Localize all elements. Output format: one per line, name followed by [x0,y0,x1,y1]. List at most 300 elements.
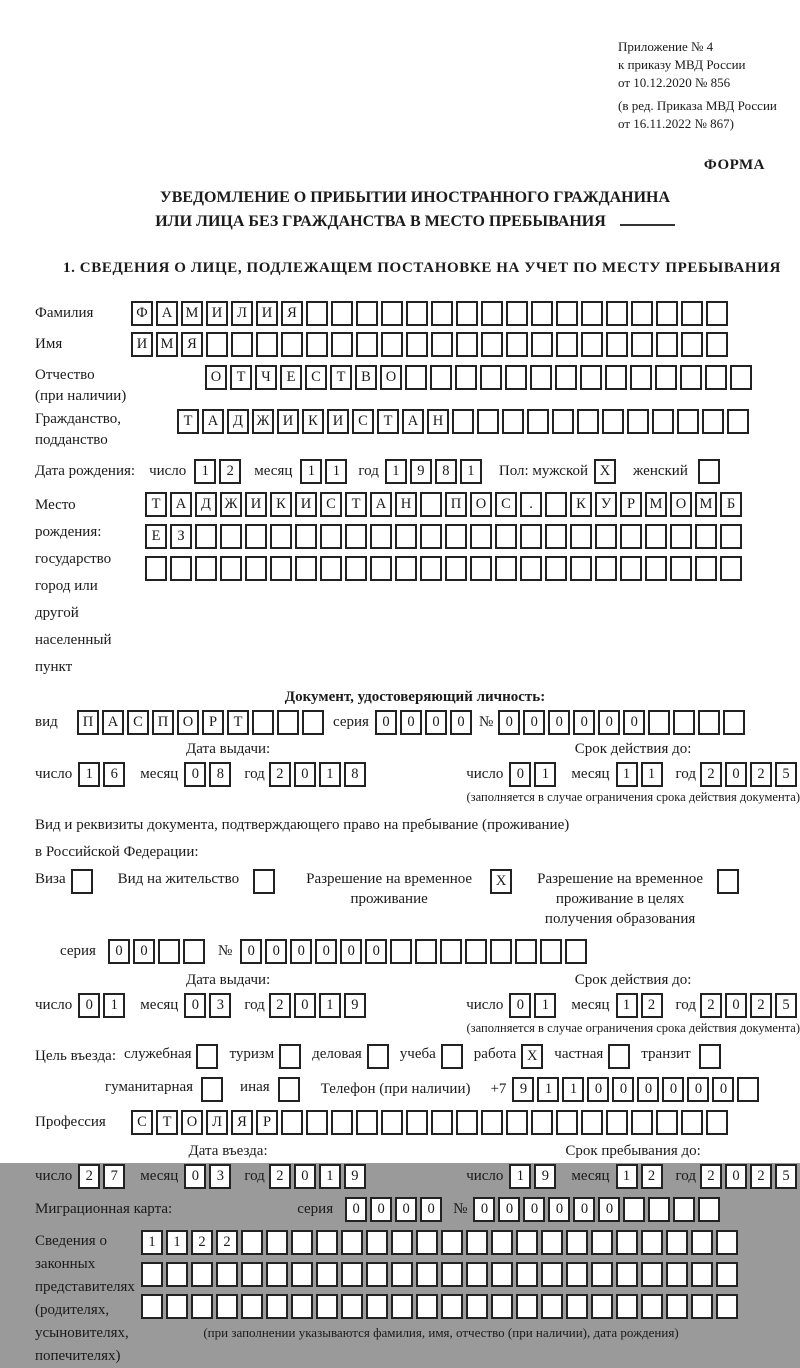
char-cell[interactable]: П [77,710,99,735]
char-cell[interactable] [441,1262,463,1287]
char-cell[interactable] [606,332,628,357]
char-cell[interactable]: 1 [616,762,638,787]
char-cell[interactable] [345,524,367,549]
char-cell[interactable]: У [595,492,617,517]
char-cell[interactable] [395,556,417,581]
char-cell[interactable]: 0 [265,939,287,964]
char-cell[interactable] [570,524,592,549]
char-cell[interactable] [652,409,674,434]
char-cell[interactable] [655,365,677,390]
char-cell[interactable] [545,524,567,549]
visa-checkbox[interactable] [71,869,93,894]
char-cell[interactable]: И [245,492,267,517]
char-cell[interactable] [506,301,528,326]
char-cell[interactable] [316,1294,338,1319]
char-cell[interactable] [623,1197,645,1222]
char-cell[interactable]: О [177,710,199,735]
char-cell[interactable]: Е [280,365,302,390]
char-cell[interactable] [356,332,378,357]
char-cell[interactable] [516,1262,538,1287]
char-cell[interactable] [702,409,724,434]
char-cell[interactable]: Р [620,492,642,517]
char-cell[interactable] [666,1230,688,1255]
char-cell[interactable] [673,710,695,735]
char-cell[interactable]: А [370,492,392,517]
char-cell[interactable]: 2 [700,993,722,1018]
char-cell[interactable] [716,1294,738,1319]
char-cell[interactable] [431,1110,453,1135]
char-cell[interactable]: 1 [103,993,125,1018]
char-cell[interactable]: . [520,492,542,517]
char-cell[interactable] [320,524,342,549]
char-cell[interactable]: А [156,301,178,326]
char-cell[interactable] [645,556,667,581]
char-cell[interactable]: 1 [537,1077,559,1102]
char-cell[interactable]: 9 [512,1077,534,1102]
char-cell[interactable] [455,365,477,390]
char-cell[interactable] [520,524,542,549]
char-cell[interactable]: 1 [194,459,216,484]
gender-male-checkbox[interactable]: X [594,459,616,484]
char-cell[interactable]: В [355,365,377,390]
char-cell[interactable] [291,1262,313,1287]
purpose-official-checkbox[interactable] [196,1044,218,1069]
char-cell[interactable]: 0 [587,1077,609,1102]
char-cell[interactable]: 9 [410,459,432,484]
char-cell[interactable] [677,409,699,434]
char-cell[interactable] [470,524,492,549]
char-cell[interactable] [481,332,503,357]
purpose-tourism-checkbox[interactable] [279,1044,301,1069]
char-cell[interactable]: 8 [209,762,231,787]
char-cell[interactable] [441,1230,463,1255]
char-cell[interactable] [316,1262,338,1287]
char-cell[interactable]: 0 [420,1197,442,1222]
char-cell[interactable] [145,556,167,581]
char-cell[interactable] [531,301,553,326]
char-cell[interactable] [170,556,192,581]
char-cell[interactable] [406,332,428,357]
char-cell[interactable] [295,524,317,549]
char-cell[interactable] [641,1262,663,1287]
char-cell[interactable] [341,1262,363,1287]
char-cell[interactable]: Ж [252,409,274,434]
char-cell[interactable]: М [181,301,203,326]
char-cell[interactable] [620,524,642,549]
char-cell[interactable] [306,332,328,357]
char-cell[interactable] [466,1262,488,1287]
char-cell[interactable] [706,1110,728,1135]
purpose-business-checkbox[interactable] [367,1044,389,1069]
char-cell[interactable]: 0 [184,1164,206,1189]
char-cell[interactable] [541,1230,563,1255]
char-cell[interactable] [591,1262,613,1287]
char-cell[interactable] [670,524,692,549]
char-cell[interactable] [191,1294,213,1319]
char-cell[interactable]: 2 [269,762,291,787]
char-cell[interactable] [520,556,542,581]
char-cell[interactable]: 0 [78,993,100,1018]
char-cell[interactable] [391,1230,413,1255]
char-cell[interactable] [616,1230,638,1255]
char-cell[interactable] [466,1294,488,1319]
char-cell[interactable] [616,1294,638,1319]
char-cell[interactable]: 0 [598,1197,620,1222]
char-cell[interactable]: 1 [534,762,556,787]
char-cell[interactable]: 1 [319,1164,341,1189]
char-cell[interactable] [673,1197,695,1222]
char-cell[interactable] [356,301,378,326]
char-cell[interactable] [698,1197,720,1222]
char-cell[interactable] [605,365,627,390]
char-cell[interactable]: 0 [294,1164,316,1189]
char-cell[interactable] [495,556,517,581]
char-cell[interactable]: Л [206,1110,228,1135]
char-cell[interactable] [141,1294,163,1319]
char-cell[interactable] [281,1110,303,1135]
char-cell[interactable] [452,409,474,434]
char-cell[interactable]: А [202,409,224,434]
char-cell[interactable]: 0 [509,993,531,1018]
char-cell[interactable]: 8 [344,762,366,787]
char-cell[interactable] [505,365,527,390]
char-cell[interactable] [627,409,649,434]
char-cell[interactable]: 0 [662,1077,684,1102]
char-cell[interactable]: Ф [131,301,153,326]
char-cell[interactable]: Т [230,365,252,390]
char-cell[interactable] [606,1110,628,1135]
char-cell[interactable] [241,1230,263,1255]
char-cell[interactable]: С [127,710,149,735]
char-cell[interactable] [370,556,392,581]
char-cell[interactable]: 0 [365,939,387,964]
char-cell[interactable]: 2 [191,1230,213,1255]
char-cell[interactable]: Б [720,492,742,517]
char-cell[interactable] [252,710,274,735]
char-cell[interactable] [606,301,628,326]
char-cell[interactable]: 3 [209,993,231,1018]
char-cell[interactable]: А [102,710,124,735]
char-cell[interactable]: 0 [294,993,316,1018]
char-cell[interactable] [502,409,524,434]
char-cell[interactable]: 0 [345,1197,367,1222]
char-cell[interactable] [666,1294,688,1319]
char-cell[interactable] [570,556,592,581]
char-cell[interactable]: 2 [269,993,291,1018]
char-cell[interactable]: 0 [725,762,747,787]
char-cell[interactable]: 0 [612,1077,634,1102]
char-cell[interactable]: 1 [319,762,341,787]
char-cell[interactable] [705,365,727,390]
char-cell[interactable] [545,492,567,517]
char-cell[interactable] [216,1294,238,1319]
char-cell[interactable]: З [170,524,192,549]
char-cell[interactable]: С [352,409,374,434]
char-cell[interactable] [648,1197,670,1222]
char-cell[interactable] [680,365,702,390]
char-cell[interactable]: К [270,492,292,517]
char-cell[interactable] [445,524,467,549]
char-cell[interactable]: Я [231,1110,253,1135]
char-cell[interactable]: И [277,409,299,434]
char-cell[interactable]: 0 [290,939,312,964]
char-cell[interactable] [580,365,602,390]
char-cell[interactable] [445,556,467,581]
char-cell[interactable] [270,524,292,549]
char-cell[interactable]: М [156,332,178,357]
char-cell[interactable] [456,1110,478,1135]
char-cell[interactable]: 9 [344,993,366,1018]
char-cell[interactable] [681,301,703,326]
char-cell[interactable]: 2 [641,993,663,1018]
char-cell[interactable] [656,332,678,357]
char-cell[interactable]: 0 [400,710,422,735]
char-cell[interactable] [341,1230,363,1255]
char-cell[interactable]: 1 [325,459,347,484]
char-cell[interactable]: 0 [548,1197,570,1222]
char-cell[interactable] [266,1230,288,1255]
char-cell[interactable]: С [320,492,342,517]
char-cell[interactable] [595,556,617,581]
char-cell[interactable]: 1 [460,459,482,484]
char-cell[interactable] [406,1110,428,1135]
purpose-study-checkbox[interactable] [441,1044,463,1069]
char-cell[interactable] [302,710,324,735]
char-cell[interactable]: 1 [616,993,638,1018]
char-cell[interactable]: О [205,365,227,390]
char-cell[interactable] [527,409,549,434]
char-cell[interactable] [670,556,692,581]
char-cell[interactable]: 0 [108,939,130,964]
char-cell[interactable]: 0 [523,1197,545,1222]
char-cell[interactable]: О [380,365,402,390]
char-cell[interactable] [316,1230,338,1255]
char-cell[interactable] [516,1294,538,1319]
char-cell[interactable] [241,1294,263,1319]
purpose-work-checkbox[interactable]: X [521,1044,543,1069]
char-cell[interactable]: 0 [687,1077,709,1102]
char-cell[interactable] [220,556,242,581]
char-cell[interactable]: 1 [166,1230,188,1255]
char-cell[interactable]: Я [281,301,303,326]
char-cell[interactable] [681,332,703,357]
char-cell[interactable] [166,1262,188,1287]
char-cell[interactable]: 0 [548,710,570,735]
char-cell[interactable] [552,409,574,434]
char-cell[interactable]: 2 [78,1164,100,1189]
char-cell[interactable] [391,1294,413,1319]
char-cell[interactable]: О [670,492,692,517]
char-cell[interactable] [716,1262,738,1287]
char-cell[interactable]: 0 [712,1077,734,1102]
char-cell[interactable]: О [181,1110,203,1135]
char-cell[interactable] [495,524,517,549]
char-cell[interactable] [416,1294,438,1319]
char-cell[interactable]: 2 [750,762,772,787]
char-cell[interactable] [556,301,578,326]
char-cell[interactable]: 2 [700,1164,722,1189]
char-cell[interactable] [320,556,342,581]
char-cell[interactable]: Ж [220,492,242,517]
char-cell[interactable] [331,332,353,357]
char-cell[interactable] [581,1110,603,1135]
residence-permit-checkbox[interactable] [253,869,275,894]
char-cell[interactable] [331,1110,353,1135]
char-cell[interactable]: 0 [473,1197,495,1222]
char-cell[interactable]: 0 [498,1197,520,1222]
char-cell[interactable]: И [131,332,153,357]
char-cell[interactable] [195,556,217,581]
char-cell[interactable]: Д [195,492,217,517]
char-cell[interactable]: Т [177,409,199,434]
char-cell[interactable] [158,939,180,964]
char-cell[interactable] [431,332,453,357]
char-cell[interactable]: Т [145,492,167,517]
char-cell[interactable]: 9 [344,1164,366,1189]
char-cell[interactable]: 0 [340,939,362,964]
char-cell[interactable] [630,365,652,390]
char-cell[interactable]: 1 [534,993,556,1018]
char-cell[interactable]: С [305,365,327,390]
char-cell[interactable]: 5 [775,1164,797,1189]
char-cell[interactable] [395,524,417,549]
char-cell[interactable] [480,365,502,390]
char-cell[interactable]: 0 [498,710,520,735]
char-cell[interactable] [420,492,442,517]
char-cell[interactable] [540,939,562,964]
char-cell[interactable] [366,1294,388,1319]
char-cell[interactable] [291,1230,313,1255]
char-cell[interactable]: Р [202,710,224,735]
char-cell[interactable] [723,710,745,735]
char-cell[interactable] [631,332,653,357]
char-cell[interactable]: 0 [375,710,397,735]
char-cell[interactable]: 2 [219,459,241,484]
char-cell[interactable]: 9 [534,1164,556,1189]
char-cell[interactable]: 0 [240,939,262,964]
char-cell[interactable]: Л [231,301,253,326]
char-cell[interactable]: Т [377,409,399,434]
char-cell[interactable] [430,365,452,390]
char-cell[interactable] [220,524,242,549]
char-cell[interactable] [645,524,667,549]
char-cell[interactable]: 1 [509,1164,531,1189]
char-cell[interactable] [595,524,617,549]
char-cell[interactable]: 0 [523,710,545,735]
char-cell[interactable]: 0 [133,939,155,964]
char-cell[interactable]: 1 [141,1230,163,1255]
char-cell[interactable] [695,524,717,549]
char-cell[interactable]: О [470,492,492,517]
char-cell[interactable] [491,1230,513,1255]
char-cell[interactable]: С [131,1110,153,1135]
char-cell[interactable]: 1 [562,1077,584,1102]
purpose-private-checkbox[interactable] [608,1044,630,1069]
char-cell[interactable] [441,1294,463,1319]
char-cell[interactable]: 6 [103,762,125,787]
char-cell[interactable] [641,1230,663,1255]
purpose-other-checkbox[interactable] [278,1077,300,1102]
char-cell[interactable] [648,710,670,735]
char-cell[interactable]: 1 [616,1164,638,1189]
char-cell[interactable]: 0 [598,710,620,735]
char-cell[interactable] [356,1110,378,1135]
char-cell[interactable] [465,939,487,964]
char-cell[interactable] [481,301,503,326]
char-cell[interactable] [277,710,299,735]
char-cell[interactable] [706,332,728,357]
char-cell[interactable] [737,1077,759,1102]
char-cell[interactable] [216,1262,238,1287]
char-cell[interactable]: Ч [255,365,277,390]
char-cell[interactable] [691,1262,713,1287]
char-cell[interactable] [506,332,528,357]
char-cell[interactable] [530,365,552,390]
char-cell[interactable] [416,1230,438,1255]
char-cell[interactable] [506,1110,528,1135]
char-cell[interactable]: 1 [319,993,341,1018]
char-cell[interactable] [266,1294,288,1319]
char-cell[interactable] [656,301,678,326]
char-cell[interactable] [541,1294,563,1319]
char-cell[interactable]: Т [227,710,249,735]
char-cell[interactable]: 0 [315,939,337,964]
char-cell[interactable] [456,332,478,357]
char-cell[interactable]: М [645,492,667,517]
char-cell[interactable] [431,301,453,326]
char-cell[interactable] [695,556,717,581]
char-cell[interactable]: М [695,492,717,517]
char-cell[interactable]: 2 [269,1164,291,1189]
char-cell[interactable]: 7 [103,1164,125,1189]
gender-female-checkbox[interactable] [698,459,720,484]
char-cell[interactable] [477,409,499,434]
char-cell[interactable] [602,409,624,434]
char-cell[interactable] [581,332,603,357]
char-cell[interactable]: 2 [641,1164,663,1189]
char-cell[interactable] [166,1294,188,1319]
char-cell[interactable] [730,365,752,390]
char-cell[interactable]: 0 [184,993,206,1018]
char-cell[interactable]: А [402,409,424,434]
char-cell[interactable]: 0 [725,993,747,1018]
char-cell[interactable] [241,1262,263,1287]
char-cell[interactable] [405,365,427,390]
char-cell[interactable] [556,1110,578,1135]
char-cell[interactable]: К [302,409,324,434]
char-cell[interactable] [706,301,728,326]
char-cell[interactable] [295,556,317,581]
char-cell[interactable]: 0 [395,1197,417,1222]
char-cell[interactable] [270,556,292,581]
char-cell[interactable] [556,332,578,357]
char-cell[interactable] [345,556,367,581]
char-cell[interactable]: 0 [509,762,531,787]
char-cell[interactable] [391,1262,413,1287]
char-cell[interactable] [631,301,653,326]
char-cell[interactable]: Н [427,409,449,434]
char-cell[interactable] [370,524,392,549]
char-cell[interactable]: Е [145,524,167,549]
char-cell[interactable] [440,939,462,964]
char-cell[interactable] [565,939,587,964]
char-cell[interactable] [720,524,742,549]
char-cell[interactable] [381,301,403,326]
char-cell[interactable]: 1 [385,459,407,484]
char-cell[interactable] [415,939,437,964]
char-cell[interactable]: 0 [725,1164,747,1189]
char-cell[interactable] [691,1294,713,1319]
